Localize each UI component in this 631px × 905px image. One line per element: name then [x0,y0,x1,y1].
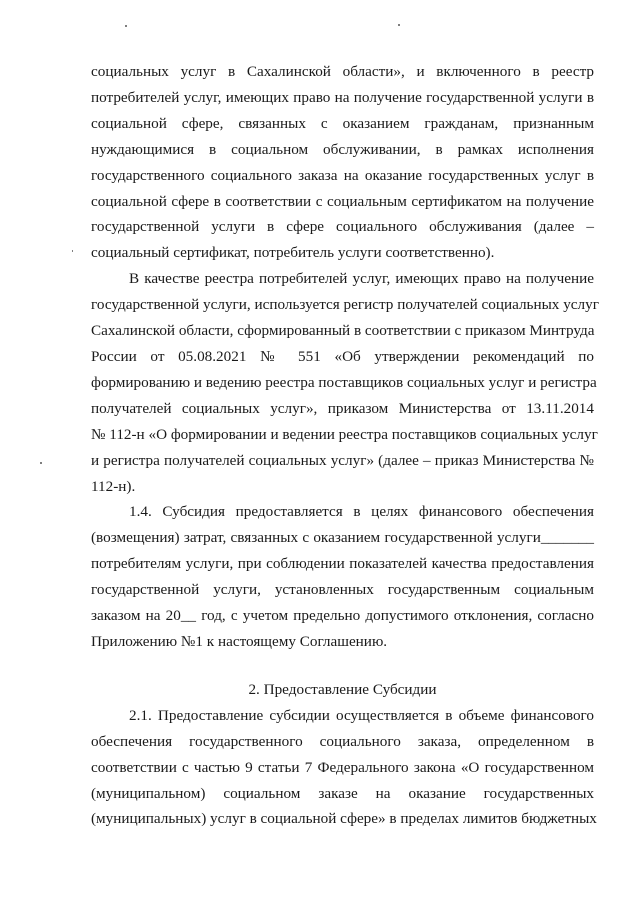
text-line: Приложению №1 к настоящему Соглашению. [91,632,388,650]
section-heading: 2. Предоставление Субсидии [248,680,437,698]
text-line: потребителям услуги, при соблюдении показателей качества предоставления [91,555,594,573]
text-line: (возмещения) затрат, связанных с оказанием государственной услуги_______ [91,529,594,547]
paragraph-1-4 [91,499,594,654]
paragraph-2-1 [91,703,597,833]
text-line: государственного социального заказа на оказание государственных услуг в [91,166,594,184]
scan-speck [398,24,400,26]
text-line: нуждающимися в социальном обслуживании, в рамках исполнения [91,140,594,158]
text-line: соответствии с частью 9 статьи 7 Федерального закона «О государственном [91,758,594,776]
text-line: государственной услуги, установленных государственным социальным [91,581,594,599]
text-line: государственной услуги в сфере социального обслуживания (далее – [91,218,594,236]
spacer [91,655,594,677]
scan-speck [125,25,127,27]
text-line: № 112-н «О формировании и ведении реестра поставщиков социальных услуг [91,425,598,443]
paragraph-continuation [91,59,594,266]
paragraph-registry [91,266,599,499]
text-line: обеспечения государственного социального заказа, определенном в [91,732,594,750]
text-line: Сахалинской области, сформированный в соответствии с приказом Минтруда [91,322,595,340]
text-line: В качестве реестра потребителей услуг, имеющих право на получение [129,270,594,288]
text-line: формированию и ведению реестра поставщиков социальных услуг и регистра [91,373,597,391]
text-line: социальных услуг в Сахалинской области», и включенного в реестр [91,63,594,80]
text-line: и регистра получателей социальных услуг» (далее – приказ Министерства № [91,451,594,469]
text-line: социальной сфере в соответствии с социальным сертификатом на получение [91,192,594,210]
scan-speck [72,250,73,252]
text-line: получателей социальных услуг», приказом Министерства от 13.11.2014 [91,399,594,417]
text-line: России от 05.08.2021 № 551 «Об утверждении рекомендаций по [91,347,594,365]
text-line: государственной услуги, используется регистр получателей социальных услуг [91,296,599,314]
text-line: социальной сфере, связанных с оказанием гражданам, признанным [91,114,594,132]
text-line: (муниципальном) социальном заказе на оказание государственных [91,784,594,802]
text-line: заказом на 20__ год, с учетом предельно допустимого отклонения, согласно [91,607,594,625]
text-line: потребителей услуг, имеющих право на получение государственной услуги в [91,88,594,106]
text-line: (муниципальных) услуг в социальной сфере» в пределах лимитов бюджетных [91,810,597,828]
scan-speck [40,462,42,464]
document-body [91,59,599,832]
text-line: социальный сертификат, потребитель услуги соответственно). [91,244,495,262]
text-line: 2.1. Предоставление субсидии осуществляется в объеме финансового [129,706,594,724]
text-line: 1.4. Субсидия предоставляется в целях финансового обеспечения [129,503,594,521]
text-line: 112-н). [91,477,136,495]
